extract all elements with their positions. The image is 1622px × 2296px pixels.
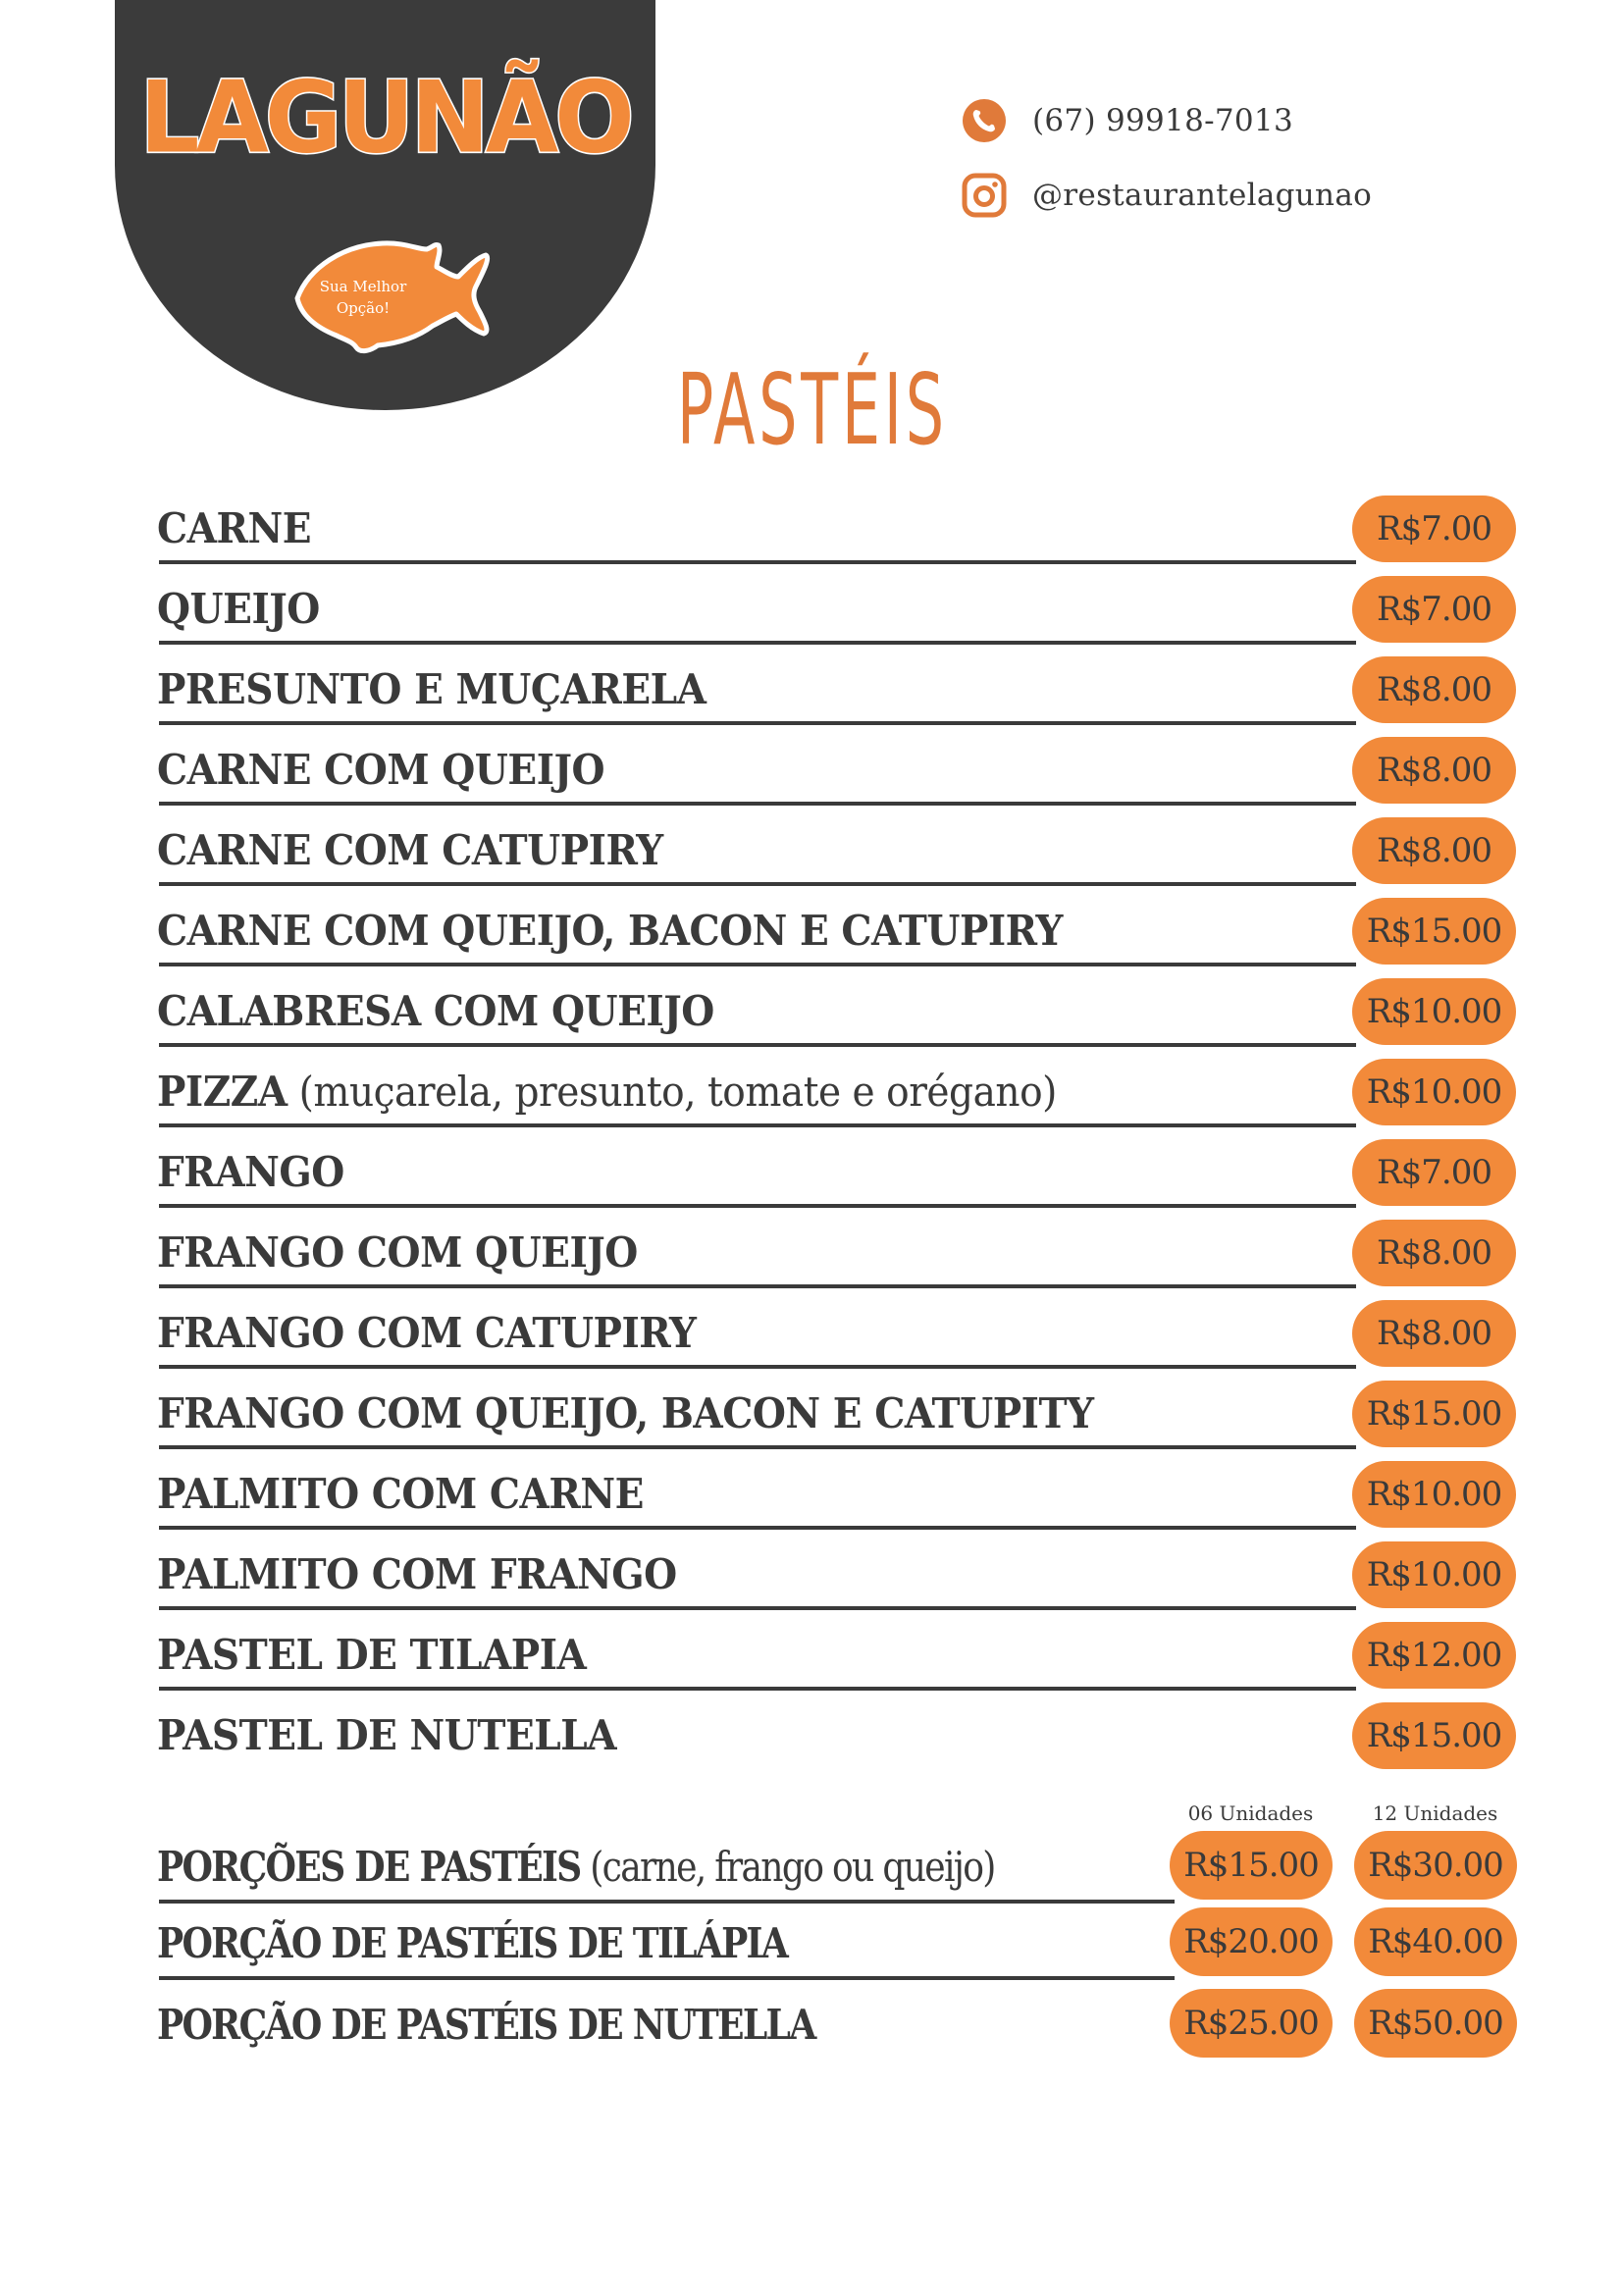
menu-item [157, 1376, 1521, 1456]
divider [159, 1526, 1356, 1530]
menu-item [157, 571, 1521, 652]
item-name: PRESUNTO E MUÇARELA [157, 665, 706, 713]
logo-wordmark: LAGUNÃO [139, 60, 631, 176]
divider [159, 1284, 1356, 1288]
contact-instagram [962, 172, 1372, 219]
instagram-icon [962, 173, 1007, 218]
menu-item [157, 732, 1521, 812]
item-name: PALMITO COM CARNE [157, 1470, 644, 1518]
menu-item [157, 1697, 1521, 1778]
portion-name: PORÇÃO DE PASTÉIS DE NUTELLA [157, 2001, 815, 2049]
price-badge: R$8.00 [1352, 1300, 1516, 1367]
menu-item [157, 1134, 1521, 1215]
divider [159, 1204, 1356, 1208]
price-badge-12-units: R$40.00 [1354, 1907, 1517, 1976]
price-badge: R$8.00 [1352, 737, 1516, 804]
menu-item [157, 973, 1521, 1054]
item-name: FRANGO COM QUEIJO [157, 1228, 638, 1277]
divider [159, 1445, 1356, 1449]
column-header-6-units: 06 Unidades [1187, 1801, 1314, 1825]
price-badge-6-units: R$20.00 [1170, 1907, 1333, 1976]
section-title: PASTÉIS [676, 352, 948, 467]
price-badge: R$15.00 [1352, 1702, 1516, 1769]
divider [159, 1687, 1356, 1691]
price-badge: R$8.00 [1352, 1220, 1516, 1286]
item-name: PASTEL DE TILAPIA [157, 1631, 587, 1679]
portion-item [157, 1829, 1521, 1905]
price-badge-6-units: R$25.00 [1170, 1989, 1333, 2058]
price-badge: R$12.00 [1352, 1622, 1516, 1689]
menu-item [157, 491, 1521, 571]
divider [159, 641, 1356, 645]
item-name: PIZZA (muçarela, presunto, tomate e orégano) [157, 1068, 1057, 1116]
menu-item [157, 1295, 1521, 1376]
instagram-handle: @restaurantelagunao [1032, 178, 1373, 213]
price-badge: R$10.00 [1352, 1541, 1516, 1608]
menu-item [157, 652, 1521, 732]
menu-item [157, 1617, 1521, 1697]
divider [159, 1123, 1356, 1127]
price-badge: R$8.00 [1352, 656, 1516, 723]
price-badge-12-units: R$30.00 [1354, 1831, 1517, 1900]
divider [159, 802, 1356, 806]
price-badge-6-units: R$15.00 [1170, 1831, 1333, 1900]
price-badge: R$10.00 [1352, 1059, 1516, 1125]
price-badge: R$15.00 [1352, 898, 1516, 965]
price-badge: R$10.00 [1352, 1461, 1516, 1528]
portion-name: PORÇÕES DE PASTÉIS (carne, frango ou queijo) [157, 1843, 995, 1891]
price-badge: R$8.00 [1352, 817, 1516, 884]
price-badge: R$7.00 [1352, 1139, 1516, 1206]
portion-item [157, 1987, 1521, 2063]
item-name: FRANGO [157, 1148, 344, 1196]
divider [159, 1043, 1356, 1047]
tagline-line-1: Sua Melhor [319, 278, 407, 295]
item-name: CALABRESA COM QUEIJO [157, 987, 714, 1035]
portion-item [157, 1905, 1521, 1982]
column-header-12-units: 12 Unidades [1372, 1801, 1498, 1825]
divider [159, 963, 1356, 966]
divider [159, 721, 1356, 725]
price-badge: R$15.00 [1352, 1381, 1516, 1447]
menu-item [157, 1215, 1521, 1295]
item-name: FRANGO COM CATUPIRY [157, 1309, 697, 1357]
item-name: CARNE COM QUEIJO, BACON E CATUPIRY [157, 907, 1063, 955]
logo-badge [115, 0, 655, 410]
contact-phone [962, 97, 1293, 144]
item-name: PASTEL DE NUTELLA [157, 1711, 617, 1759]
divider [159, 1976, 1175, 1980]
portion-name: PORÇÃO DE PASTÉIS DE TILÁPIA [157, 1919, 788, 1967]
menu-item [157, 893, 1521, 973]
item-name: FRANGO COM QUEIJO, BACON E CATUPITY [157, 1389, 1094, 1437]
menu-item [157, 1054, 1521, 1134]
menu-item [157, 1456, 1521, 1537]
item-name: QUEIJO [157, 585, 320, 633]
item-name: PALMITO COM FRANGO [157, 1550, 677, 1598]
price-badge: R$10.00 [1352, 978, 1516, 1045]
item-name: CARNE COM QUEIJO [157, 746, 605, 794]
tagline [289, 276, 437, 319]
phone-number: (67) 99918-7013 [1032, 103, 1293, 138]
phone-icon [962, 98, 1007, 143]
tagline-line-2: Opção! [336, 299, 391, 317]
item-name: CARNE [157, 504, 312, 552]
menu-item [157, 1537, 1521, 1617]
price-badge: R$7.00 [1352, 576, 1516, 643]
divider [159, 560, 1356, 564]
divider [159, 1606, 1356, 1610]
price-badge-12-units: R$50.00 [1354, 1989, 1517, 2058]
divider [159, 882, 1356, 886]
menu-item [157, 812, 1521, 893]
price-badge: R$7.00 [1352, 496, 1516, 562]
divider [159, 1365, 1356, 1369]
divider [159, 1900, 1175, 1904]
item-name: CARNE COM CATUPIRY [157, 826, 663, 874]
